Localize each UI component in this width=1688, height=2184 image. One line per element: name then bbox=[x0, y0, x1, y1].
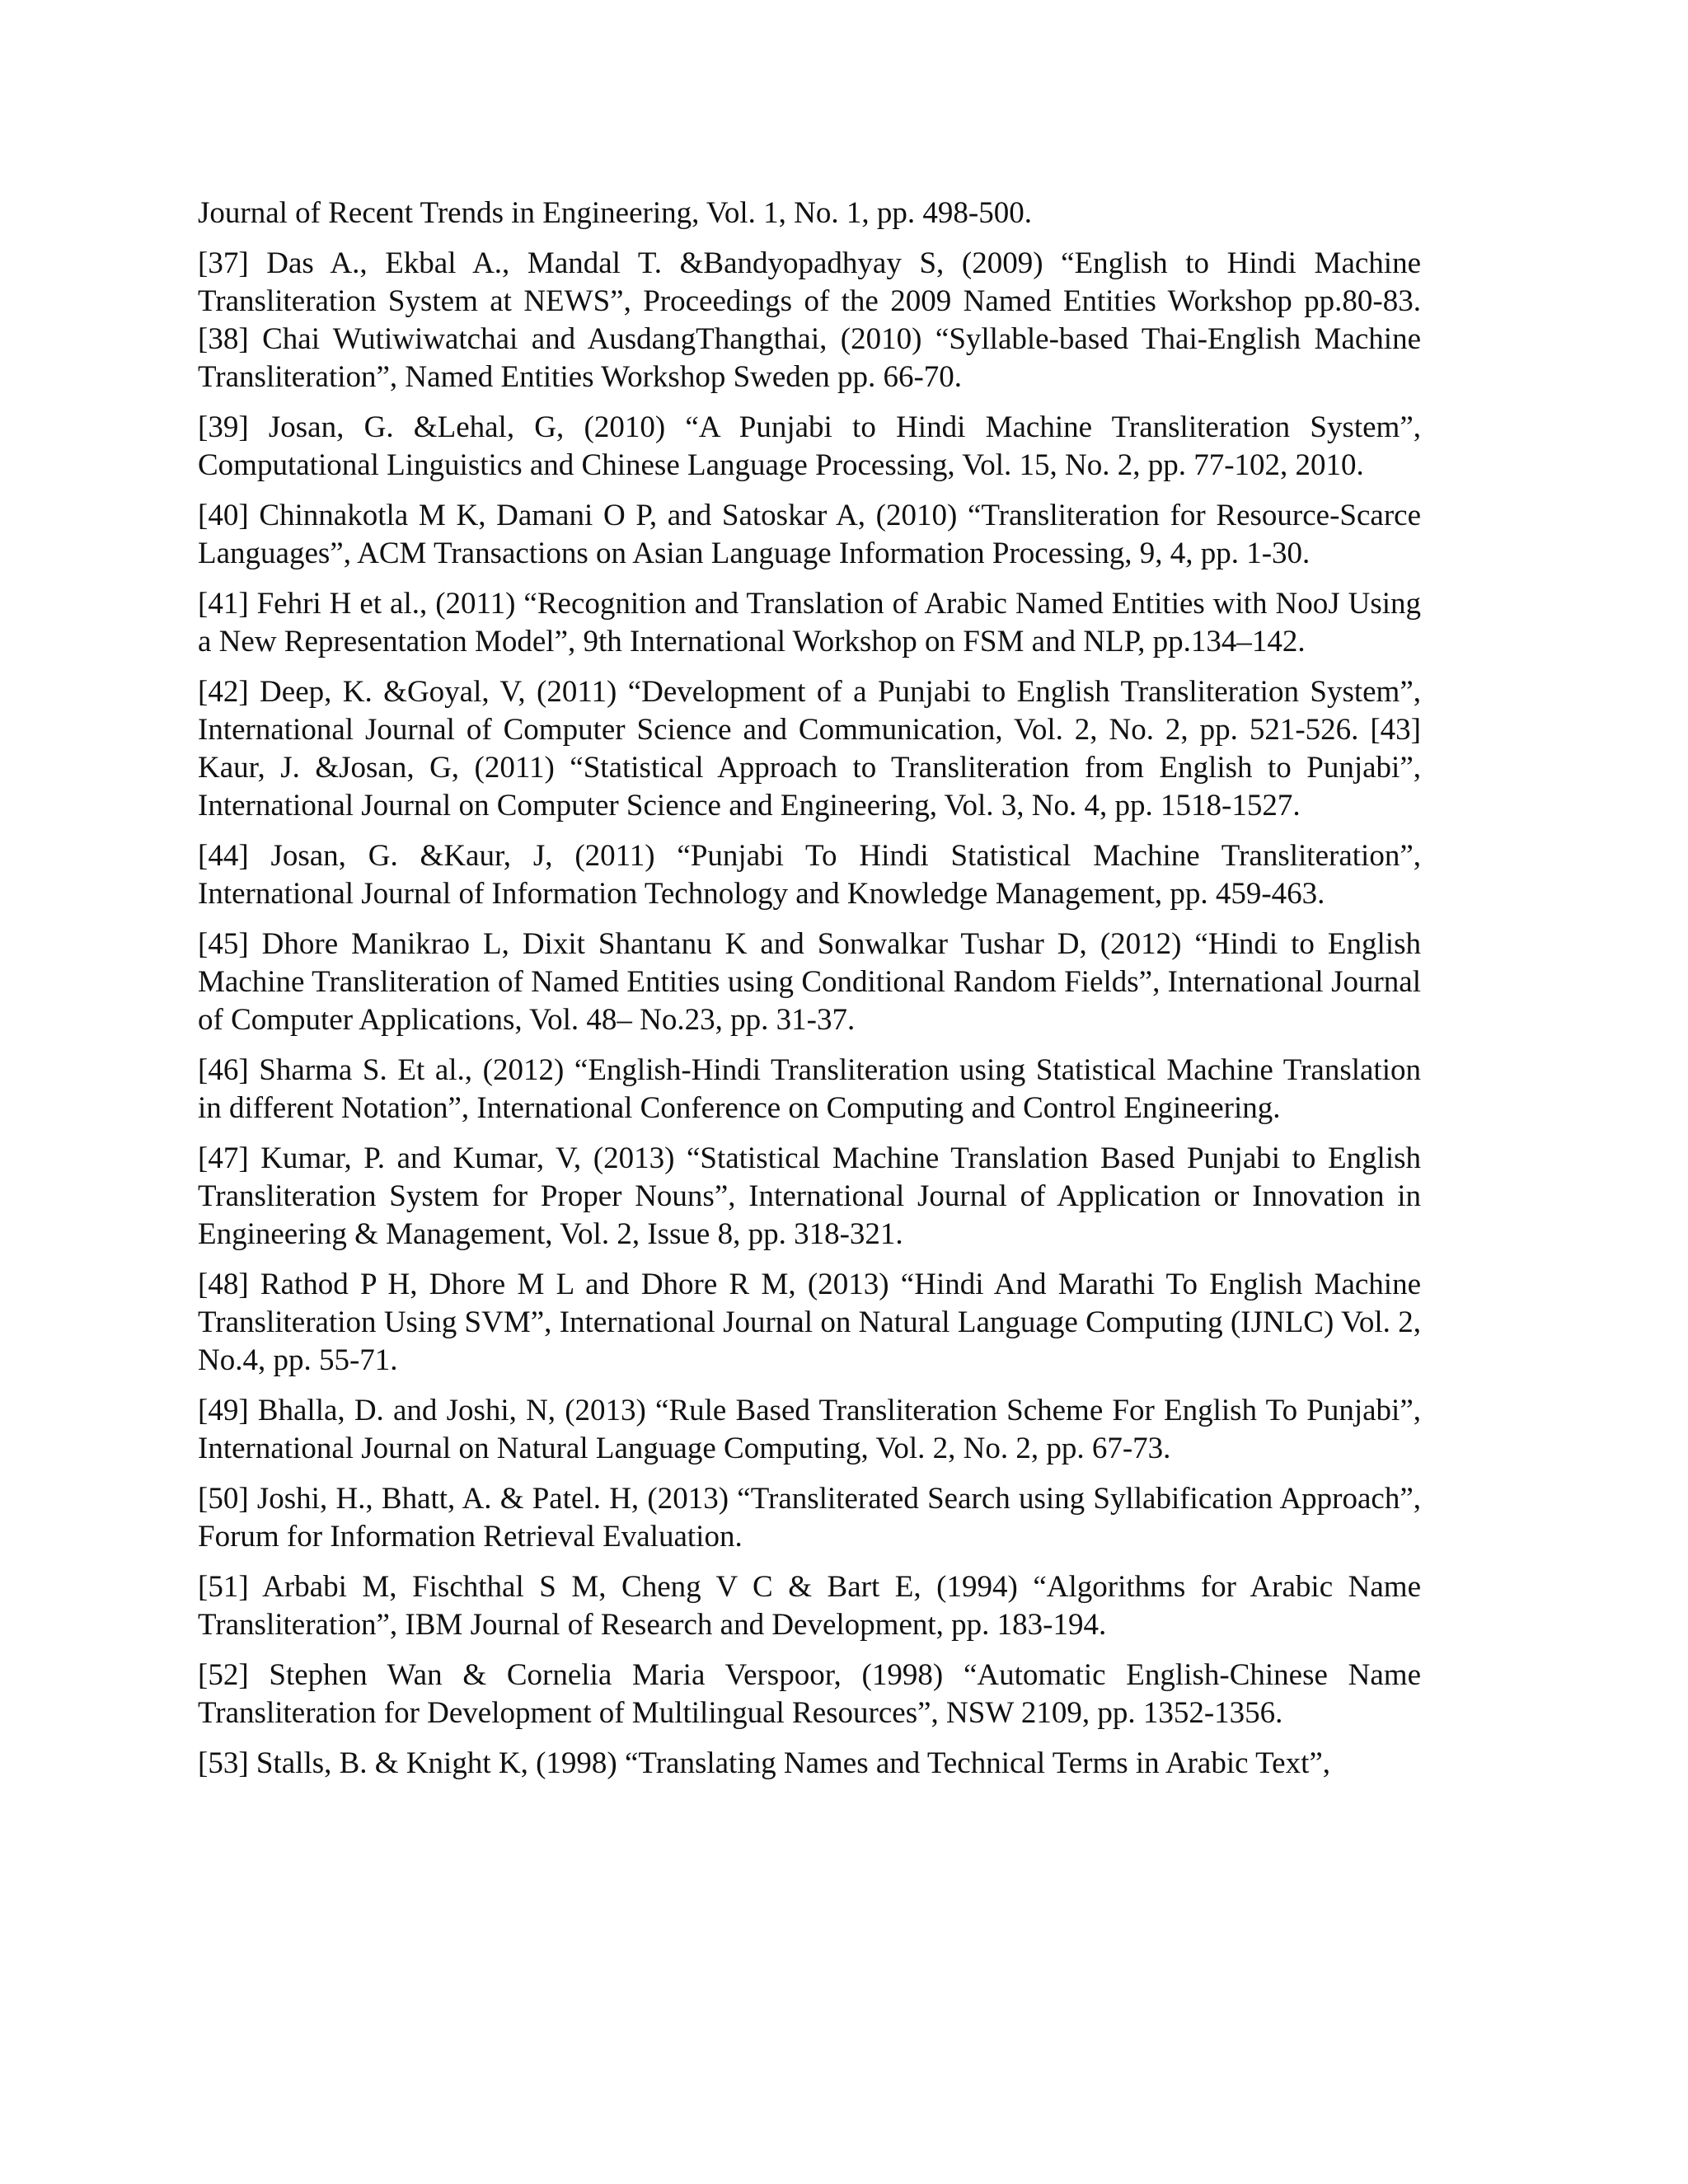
reference-51: [51] Arbabi M, Fischthal S M, Cheng V C & Bart E, (1994) “Algorithms for Arabic Name Transliteration”, IBM Journal of Research and Development, pp. 183-194. bbox=[198, 1570, 1421, 1642]
reference-list bbox=[198, 194, 1421, 1795]
reference-44: [44] Josan, G. &Kaur, J, (2011) “Punjabi To Hindi Statistical Machine Transliteration”, International Journal of Information Technology and Knowledge Management, pp. 459-463. bbox=[198, 839, 1421, 911]
reference-46: [46] Sharma S. Et al., (2012) “English-Hindi Transliteration using Statistical Machine Translation in different Notation”, International Conference on Computing and Control Engineering. bbox=[198, 1053, 1421, 1125]
reference-37-38: [37] Das A., Ekbal A., Mandal T. &Bandyopadhyay S, (2009) “English to Hindi Machine Transliteration System at NEWS”, Proceedings of the 2009 Named Entities Workshop pp.80-83. [38] Chai Wutiwiwatchai and AusdangThangthai, (2010) “Syllable-based Thai-English Machine Transliteration”, Named Entities Workshop Sweden pp. 66-70. bbox=[198, 246, 1421, 394]
reference-42-43: [42] Deep, K. &Goyal, V, (2011) “Development of a Punjabi to English Transliteration System”, International Journal of Computer Science and Communication, Vol. 2, No. 2, pp. 521-526. [43] Kaur, J. &Josan, G, (2011) “Statistical Approach to Transliteration from English to Punjabi”, International Journal on Computer Science and Engineering, Vol. 3, No. 4, pp. 1518-1527. bbox=[198, 675, 1421, 823]
reference-49: [49] Bhalla, D. and Joshi, N, (2013) “Rule Based Transliteration Scheme For English To Punjabi”, International Journal on Natural Language Computing, Vol. 2, No. 2, pp. 67-73. bbox=[198, 1394, 1421, 1465]
reference-48: [48] Rathod P H, Dhore M L and Dhore R M, (2013) “Hindi And Marathi To English Machine Transliteration Using SVM”, International Journal on Natural Language Computing (IJNLC) Vol. 2, No.4, pp. 55-71. bbox=[198, 1268, 1421, 1377]
reference-47: [47] Kumar, P. and Kumar, V, (2013) “Statistical Machine Translation Based Punjabi to English Transliteration System for Proper Nouns”, International Journal of Application or Innovation in Engineering & Management, Vol. 2, Issue 8, pp. 318-321. bbox=[198, 1141, 1421, 1251]
reference-53: [53] Stalls, B. & Knight K, (1998) “Translating Names and Technical Terms in Arabic Text”, bbox=[198, 1746, 1331, 1780]
reference-45: [45] Dhore Manikrao L, Dixit Shantanu K and Sonwalkar Tushar D, (2012) “Hindi to English Machine Transliteration of Named Entities using Conditional Random Fields”, International Journal of Computer Applications, Vol. 48– No.23, pp. 31-37. bbox=[198, 927, 1421, 1037]
reference-52: [52] Stephen Wan & Cornelia Maria Verspoor, (1998) “Automatic English-Chinese Name Transliteration for Development of Multilingual Resources”, NSW 2109, pp. 1352-1356. bbox=[198, 1658, 1421, 1730]
reference-39: [39] Josan, G. &Lehal, G, (2010) “A Punjabi to Hindi Machine Transliteration System”, Computational Linguistics and Chinese Language Processing, Vol. 15, No. 2, pp. 77-102, 2010. bbox=[198, 410, 1421, 482]
reference-50: [50] Joshi, H., Bhatt, A. & Patel. H, (2013) “Transliterated Search using Syllabification Approach”, Forum for Information Retrieval Evaluation. bbox=[198, 1482, 1421, 1554]
reference-41: [41] Fehri H et al., (2011) “Recognition and Translation of Arabic Named Entities with NooJ Using a New Representation Model”, 9th International Workshop on FSM and NLP, pp.134–142. bbox=[198, 587, 1421, 658]
reference-40: [40] Chinnakotla M K, Damani O P, and Satoskar A, (2010) “Transliteration for Resource-Scarce Languages”, ACM Transactions on Asian Language Information Processing, 9, 4, pp. 1-30. bbox=[198, 499, 1421, 570]
reference-continuation: Journal of Recent Trends in Engineering, Vol. 1, No. 1, pp. 498-500. bbox=[198, 196, 1032, 230]
